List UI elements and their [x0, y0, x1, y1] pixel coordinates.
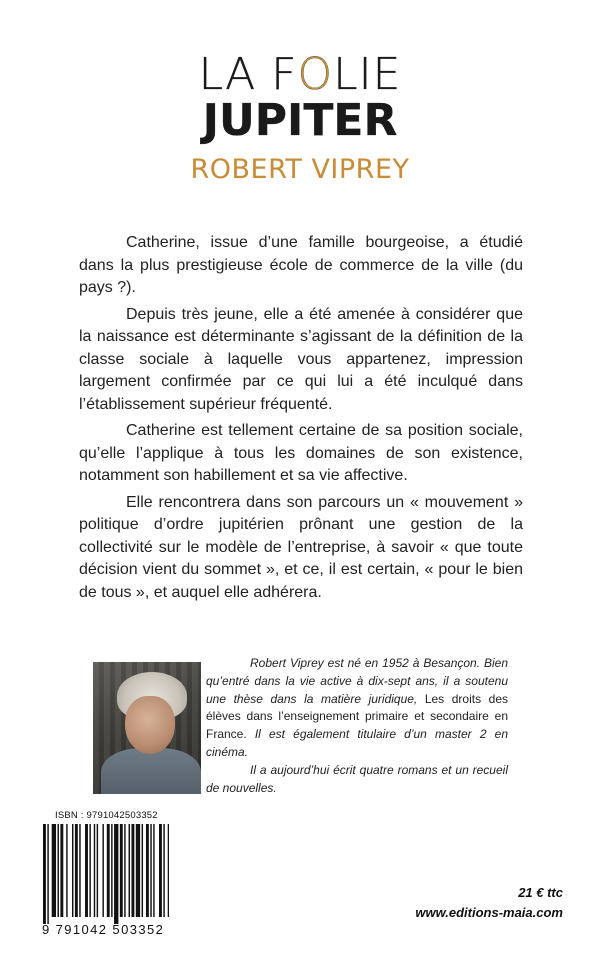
- author-name: ROBERT VIPREY: [190, 154, 410, 185]
- bio-italic-text-3: Il a aujourd’hui écrit quatre romans et un recueil de nouvelles.: [206, 762, 508, 795]
- bio-thesis-title: Les droits des élèves dans l’enseignement primaire et secondaire en France.: [206, 691, 508, 742]
- barcode-bar: [75, 824, 78, 917]
- barcode-bar: [107, 824, 110, 917]
- title-text-la-f: LA F: [198, 49, 298, 100]
- barcode-bar: [114, 824, 118, 924]
- barcode-bar: [146, 824, 149, 917]
- bio-italic-text: Robert Viprey est né en 1952 à Besançon. Bien qu’entré dans la vie active à dix-sept ans, il a soutenu une thèse dans la matière juridique,: [206, 656, 508, 706]
- barcode-bar: [66, 824, 67, 917]
- barcode-bar: [43, 824, 46, 924]
- author-photo: [93, 662, 201, 794]
- barcode-bar: [85, 824, 88, 917]
- barcode-bar: [136, 824, 140, 917]
- title-accent-letter: O: [297, 49, 334, 100]
- barcode-bar: [150, 824, 151, 917]
- barcode-bar: [120, 824, 123, 917]
- price: 21 € ttc: [518, 885, 563, 900]
- blurb-paragraph: Depuis très jeune, elle a été amenée à considérer que la naissance est déterminante s’agissant de la définition de la classe sociale à laquelle vous appartenez, impression largement confirmée par ce qui lui a été inculqué dans l’établissement supérieur fréquenté.: [79, 305, 523, 413]
- bio-paragraph-2: [206, 762, 508, 798]
- barcode-bar: [72, 824, 73, 917]
- blurb-paragraph: Catherine est tellement certaine de sa position sociale, qu’elle l’applique à tous les domaines de son existence, notamment son habillement et sa vie affective.: [79, 422, 523, 484]
- barcode-bar: [60, 824, 63, 917]
- book-title-line-2: JUPITER: [202, 95, 398, 146]
- barcode-bar: [111, 824, 112, 917]
- barcode-bar: [97, 824, 98, 917]
- barcode-bar: [142, 824, 143, 917]
- title-text-lie: LIE: [333, 49, 402, 100]
- bio-italic-text-2: Il est également titulaire d’un master 2 en cinéma.: [206, 727, 508, 759]
- photo-body: [101, 748, 201, 794]
- barcode-bar: [153, 824, 154, 917]
- barcode-bar: [168, 824, 169, 917]
- blurb-paragraph: Catherine, issue d’une famille bourgeoise, a étudié dans la plus prestigieuse école de commerce de la ville (du pays ?).: [79, 234, 523, 296]
- barcode-bar: [58, 824, 59, 917]
- book-title-line-1: [0, 49, 600, 100]
- barcode: [42, 824, 169, 924]
- barcode-bar: [102, 824, 103, 917]
- cover-title-block: [0, 49, 600, 185]
- barcode-bar: [124, 824, 125, 917]
- barcode-bar: [159, 824, 162, 917]
- photo-face: [125, 696, 175, 754]
- barcode-bar: [47, 824, 48, 924]
- barcode-bar: [163, 824, 164, 917]
- barcode-bar: [52, 824, 56, 917]
- barcode-bar: [94, 824, 95, 917]
- blurb-paragraph: Elle rencontrera dans son parcours un « mouvement » politique d’ordre jupitérien prônant une gestion de la collectivité sur le modèle de l’entreprise, à savoir « que toute décision vient du sommet », et ce, il est certain, « pour le bien de tous », et auquel elle adhérera.: [79, 493, 523, 601]
- isbn-digits: 9 791042 503352: [42, 922, 165, 937]
- barcode-bar: [89, 824, 90, 917]
- barcode-bar: [129, 824, 130, 917]
- author-bio: [206, 655, 508, 797]
- publisher-website: www.editions-maia.com: [415, 905, 563, 920]
- barcode-bar: [79, 824, 80, 917]
- barcode-bar: [131, 824, 134, 917]
- isbn-label: ISBN : 9791042503352: [55, 810, 158, 821]
- back-cover-blurb: [79, 232, 523, 608]
- bio-paragraph-1: [206, 655, 508, 762]
